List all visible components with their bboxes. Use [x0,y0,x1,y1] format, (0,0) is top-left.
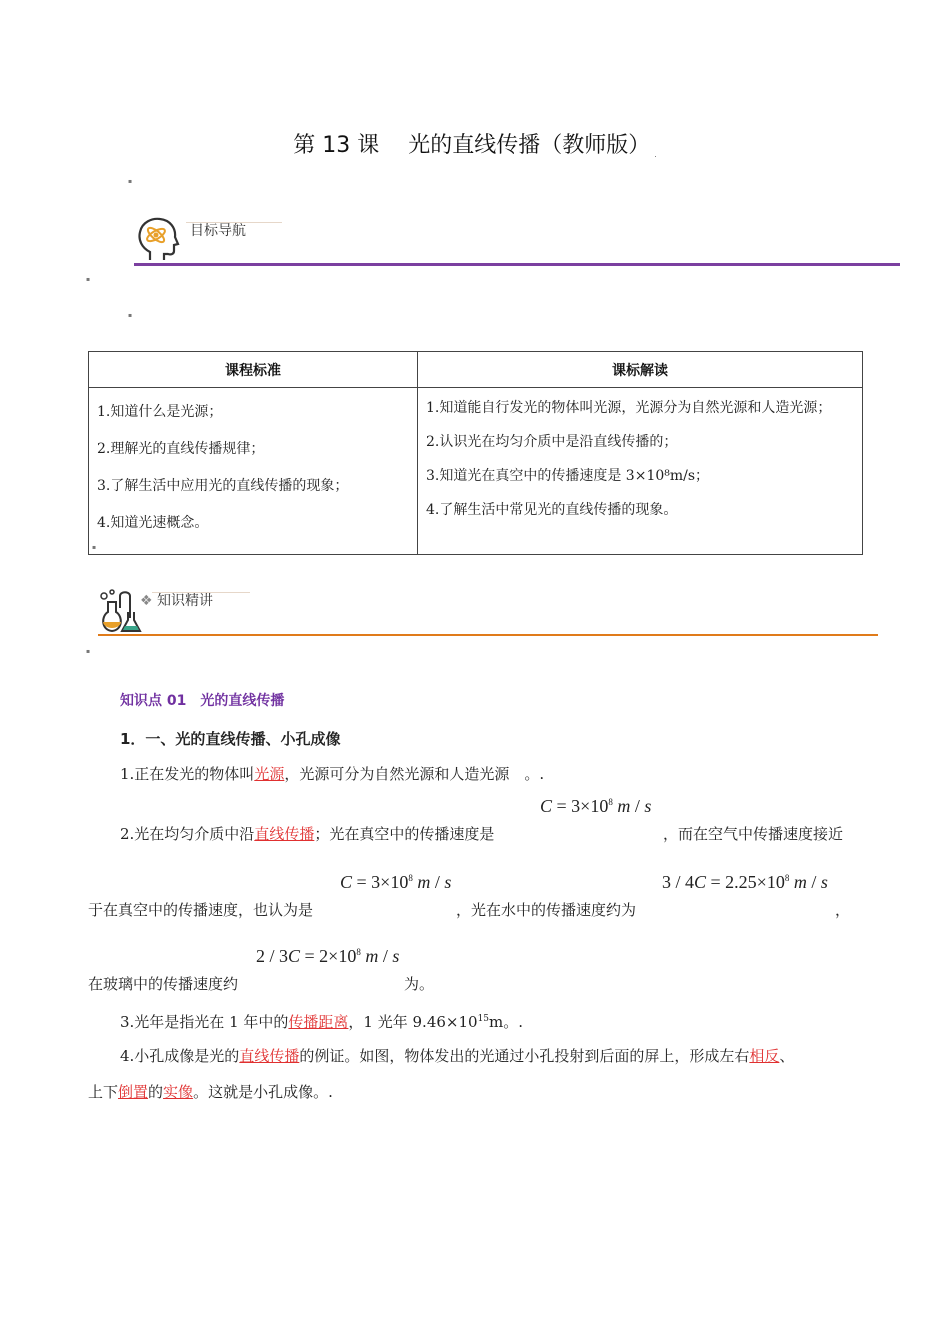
paragraph-3: 3.光年是指光在 1 年中的传播距离，1 光年 $9.46\times 10^{15}m$。. [120,1013,524,1031]
paragraph-2-tail: ，而在空气中传播速度接近 [663,825,844,843]
paragraph-4: 4.小孔成像是光的直线传播的例证。如图，物体发出的光通过小孔投射到后面的屏上，形成左右相反、 [120,1047,795,1065]
table-cell-interpretation [418,388,863,555]
paragraph-1: 1.正在发光的物体叫光源，光源可分为自然光源和人造光源 。. [120,765,545,783]
table-header-row [89,352,863,388]
subsection-heading: 1．一、光的直线传播、小孔成像 [120,730,341,748]
section-label-goals: 目标导航 [190,223,246,239]
formula-light-speed: $C = 3\times 10^8$ m / s [540,796,652,816]
paragraph-mark: ▪ [86,648,91,655]
section-divider-orange [98,634,878,636]
answer-blank: 直线传播 [254,825,315,843]
answer-blank: 直线传播 [239,1047,300,1065]
answer-blank: 实像 [163,1083,194,1101]
list-item: 1.知道能自行发光的物体叫光源，光源分为自然光源和人造光源； [426,400,832,416]
list-item: 1.知道什么是光源； [97,404,223,420]
knowledge-point-title: 知识点 01 光的直线传播 [120,693,285,709]
page-title: 第 13 课 光的直线传播（教师版） . [293,133,657,159]
paragraph-mark: ▪ [128,312,133,319]
paragraph-2b-end: ， [835,901,851,919]
paragraph-2b-mid: ，光在水中的传播速度约为 [456,901,637,919]
table-header: 课程标准 [89,352,418,388]
formula-air-speed: $C = 3\times 10^8$ m / s [340,872,452,892]
section-label-knowledge: ❖ 知识精讲 [140,593,214,609]
paragraph-mark: ▪ [128,178,133,185]
list-item: 4.知道光速概念。 [97,515,209,531]
table-row [89,388,863,555]
paragraph-2c: 在玻璃中的传播速度约 [88,975,239,993]
formula-glass-speed: $2 / 3C = 2\times 10^8$ m / s [256,946,400,966]
list-item: 3.了解生活中应用光的直线传播的现象； [97,478,349,494]
answer-blank: 传播距离 [288,1013,349,1031]
paragraph-mark: ▪ [86,276,91,283]
paragraph-mark: ▪ [92,544,97,551]
answer-blank: 相反 [749,1047,780,1065]
lab-flask-icon [98,588,146,634]
table-header: 课标解读 [418,352,863,388]
list-item: 3.知道光在真空中的传播速度是 3×10⁸m/s； [426,468,710,484]
paragraph-2c-end: 为。 [404,975,435,993]
divider [186,222,282,223]
head-brain-icon [136,216,180,262]
divider [152,592,250,593]
list-item: 4.了解生活中常见光的直线传播的现象。 [426,502,678,518]
paragraph-2: 2.光在均匀介质中沿直线传播；光在真空中的传播速度是 [120,825,495,843]
list-item: 2.理解光的直线传播规律； [97,441,265,457]
page-title-text: 第 13 课 光的直线传播（教师版） [293,133,651,158]
table-cell-standards [89,388,418,555]
paragraph-4b: 上下倒置的实像。这就是小孔成像。. [88,1083,333,1101]
list-item: 2.认识光在均匀介质中是沿直线传播的； [426,434,678,450]
formula-water-speed: $3 / 4C = 2.25\times 10^8$ m / s [662,872,828,892]
answer-blank: 光源 [254,765,285,783]
answer-blank: 倒置 [118,1083,149,1101]
curriculum-table [88,351,863,555]
section-divider-purple [134,263,900,266]
paragraph-2b: 于在真空中的传播速度，也认为是 [88,901,314,919]
